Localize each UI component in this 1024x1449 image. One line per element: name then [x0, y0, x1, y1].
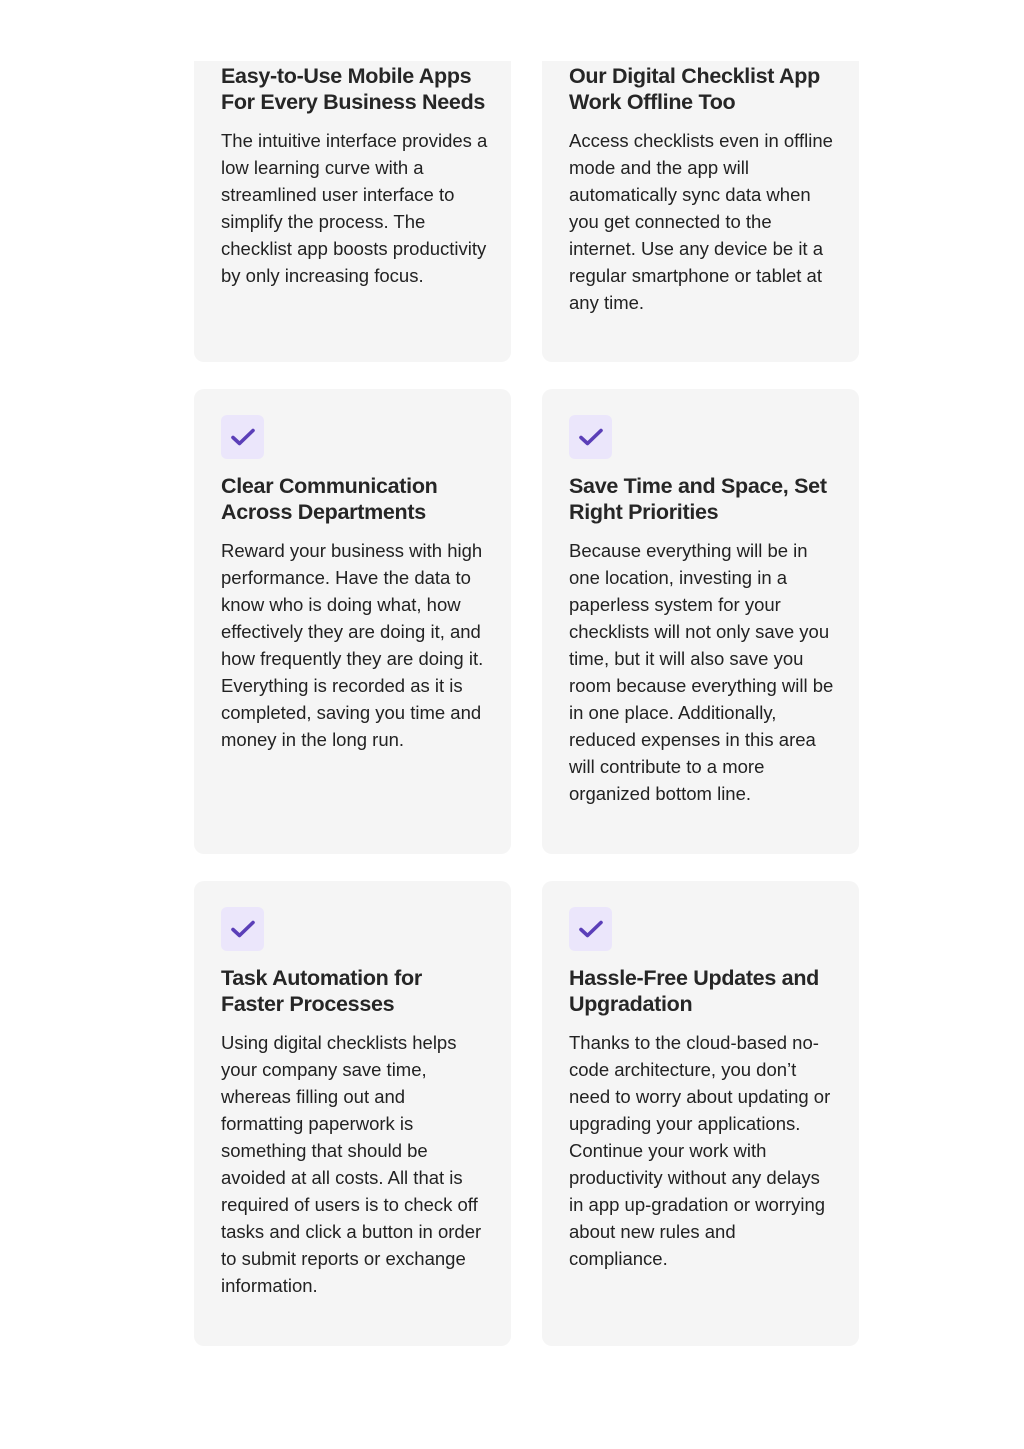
feature-card — [194, 881, 511, 1346]
check-icon — [221, 415, 264, 459]
feature-card — [542, 881, 859, 1346]
feature-description: Using digital checklists helps your company save time, whereas filling out and formatting paperwork is something that should be avoided at all costs. All that is required of users is to check off tasks and click a button in order to submit reports or exchange information. — [221, 1032, 482, 1296]
feature-title: Task Automation for Faster Processes — [221, 966, 422, 1016]
feature-description: Reward your business with high performance. Have the data to know who is doing what, how effectively they are doing it, and how frequently they are doing it. Everything is recorded as it is completed, saving you time and money in the long run. — [221, 540, 484, 750]
feature-title: Save Time and Space, Set Right Priorities — [569, 474, 827, 524]
feature-description: The intuitive interface provides a low learning curve with a streamlined user interface to simplify the process. The checklist app boosts productivity by only increasing focus. — [221, 130, 488, 286]
feature-card — [194, 44, 511, 362]
check-icon — [569, 415, 612, 459]
feature-card — [194, 389, 511, 854]
feature-title: Clear Communication Across Departments — [221, 474, 438, 524]
feature-description: Thanks to the cloud-based no-code architecture, you don’t need to worry about updating or upgrading your applications. Continue your work with productivity without any delays in app up-gradation or worrying about new rules and compliance. — [569, 1032, 831, 1269]
feature-title: Hassle-Free Updates and Upgradation — [569, 966, 819, 1016]
viewport-top-edge — [0, 0, 1024, 61]
feature-title: Easy-to-Use Mobile Apps For Every Business Needs — [221, 64, 486, 114]
feature-card — [542, 389, 859, 854]
feature-card — [542, 44, 859, 362]
feature-description: Because everything will be in one location, investing in a paperless system for your checklists will not only save you time, but it will also save you room because everything will be in one place. Additionally, reduced expenses in this area will contribute to a more organized bottom line. — [569, 540, 834, 804]
check-icon — [569, 907, 612, 951]
feature-description: Access checklists even in offline mode and the app will automatically sync data when you get connected to the internet. Use any device be it a regular smartphone or tablet at any time. — [569, 130, 833, 313]
check-icon — [221, 907, 264, 951]
feature-title: Our Digital Checklist App Work Offline Too — [569, 64, 820, 114]
